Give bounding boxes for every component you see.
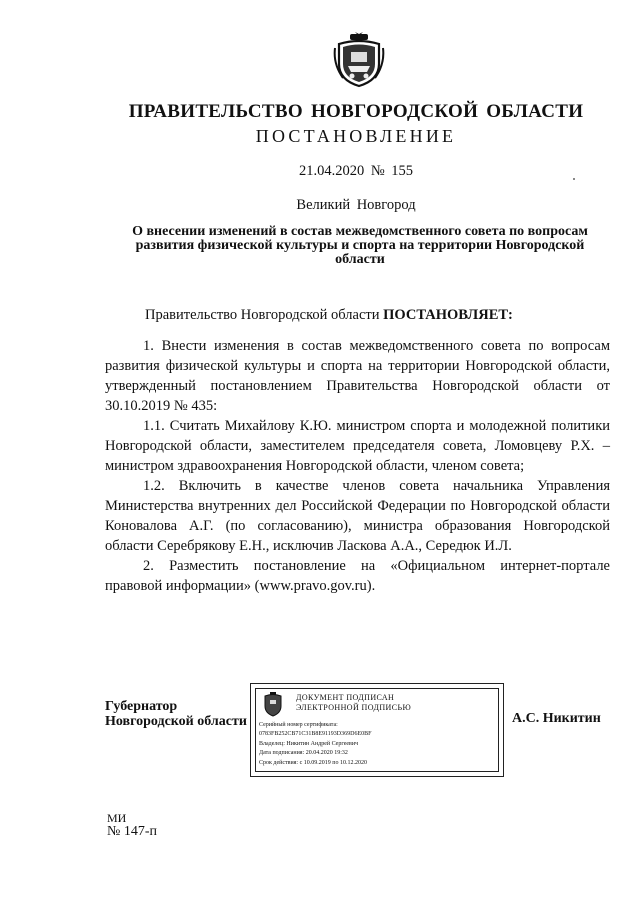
stamp-owner: Владелец: Никитин Андрей Сергеевич [259, 741, 359, 747]
stamp-signed-date: Дата подписания: 20.04.2020 19:32 [259, 750, 348, 756]
organization-title: ПРАВИТЕЛЬСТВО НОВГОРОДСКОЙ ОБЛАСТИ [128, 101, 584, 122]
lead-keyword: ПОСТАНОВЛЯЕТ: [383, 307, 513, 323]
stamp-header-line2: ЭЛЕКТРОННОЙ ПОДПИСЬЮ [296, 703, 412, 712]
signatory-title-line2: Новгородской области [105, 714, 247, 729]
registration-number: № 147-п [107, 824, 158, 839]
paragraph-1: 1. Внести изменения в состав межведомственного совета по вопросам развития физической культуры и спорта на территории Новгородской области, утвержденный постановлением Правительства Новгородской области от 30.10.2019 № 435: [105, 338, 610, 414]
date-and-number: 21.04.2020 № 155 [298, 163, 414, 179]
paragraph-1-1: 1.1. Считать Михайлову К.Ю. министром спорта и молодежной политики Новгородской области, заместителем председателя совета, Ломовцеву Р.Х. – министром здравоохранения Новгородской области, членом совета; [105, 418, 610, 474]
document-type: ПОСТАНОВЛЕНИЕ [255, 126, 457, 146]
city: Великий Новгород [296, 197, 416, 213]
lead-text: Правительство Новгородской области [145, 307, 384, 323]
stamp-header [296, 693, 496, 713]
paragraph-1-2: 1.2. Включить в качестве членов совета начальника Управления Министерства внутренних дел Российской Федерации по Новгородской области Коновалова А.Г. (по согласованию), министра образования Новгородской области Серебрякову Е.Н., исключив Ласкова А.А., Середюк И.Л. [105, 478, 610, 554]
stamp-cert-number: 0783FB252CB71C31B8E91193D369D6E0BF [259, 731, 372, 737]
electronic-signature-stamp [250, 683, 504, 777]
stamp-header-line1: ДОКУМЕНТ ПОДПИСАН [296, 693, 395, 702]
document-body [105, 305, 610, 596]
executor-initials: МИ [107, 811, 127, 825]
resolution-lead [105, 305, 610, 325]
signatory-title [105, 699, 247, 729]
signatory-title-line1: Губернатор [105, 699, 178, 714]
stamp-emblem-icon [262, 691, 284, 717]
signatory-name: А.С. Никитин [512, 711, 601, 726]
document-subject: О внесении изменений в состав межведомственного совета по вопросам развития физической культуры и спорта на территории Новгородской области [132, 224, 588, 267]
scan-dot [573, 178, 575, 180]
coat-of-arms-emblem [333, 30, 385, 88]
stamp-validity: Срок действия: с 10.09.2019 по 10.12.2020 [259, 760, 367, 766]
stamp-cert-label: Серийный номер сертификата: [259, 722, 338, 728]
paragraph-2: 2. Разместить постановление на «Официальном интернет-портале правовой информации» (www.pravo.gov.ru). [105, 558, 610, 594]
stamp-inner-frame [255, 688, 499, 772]
